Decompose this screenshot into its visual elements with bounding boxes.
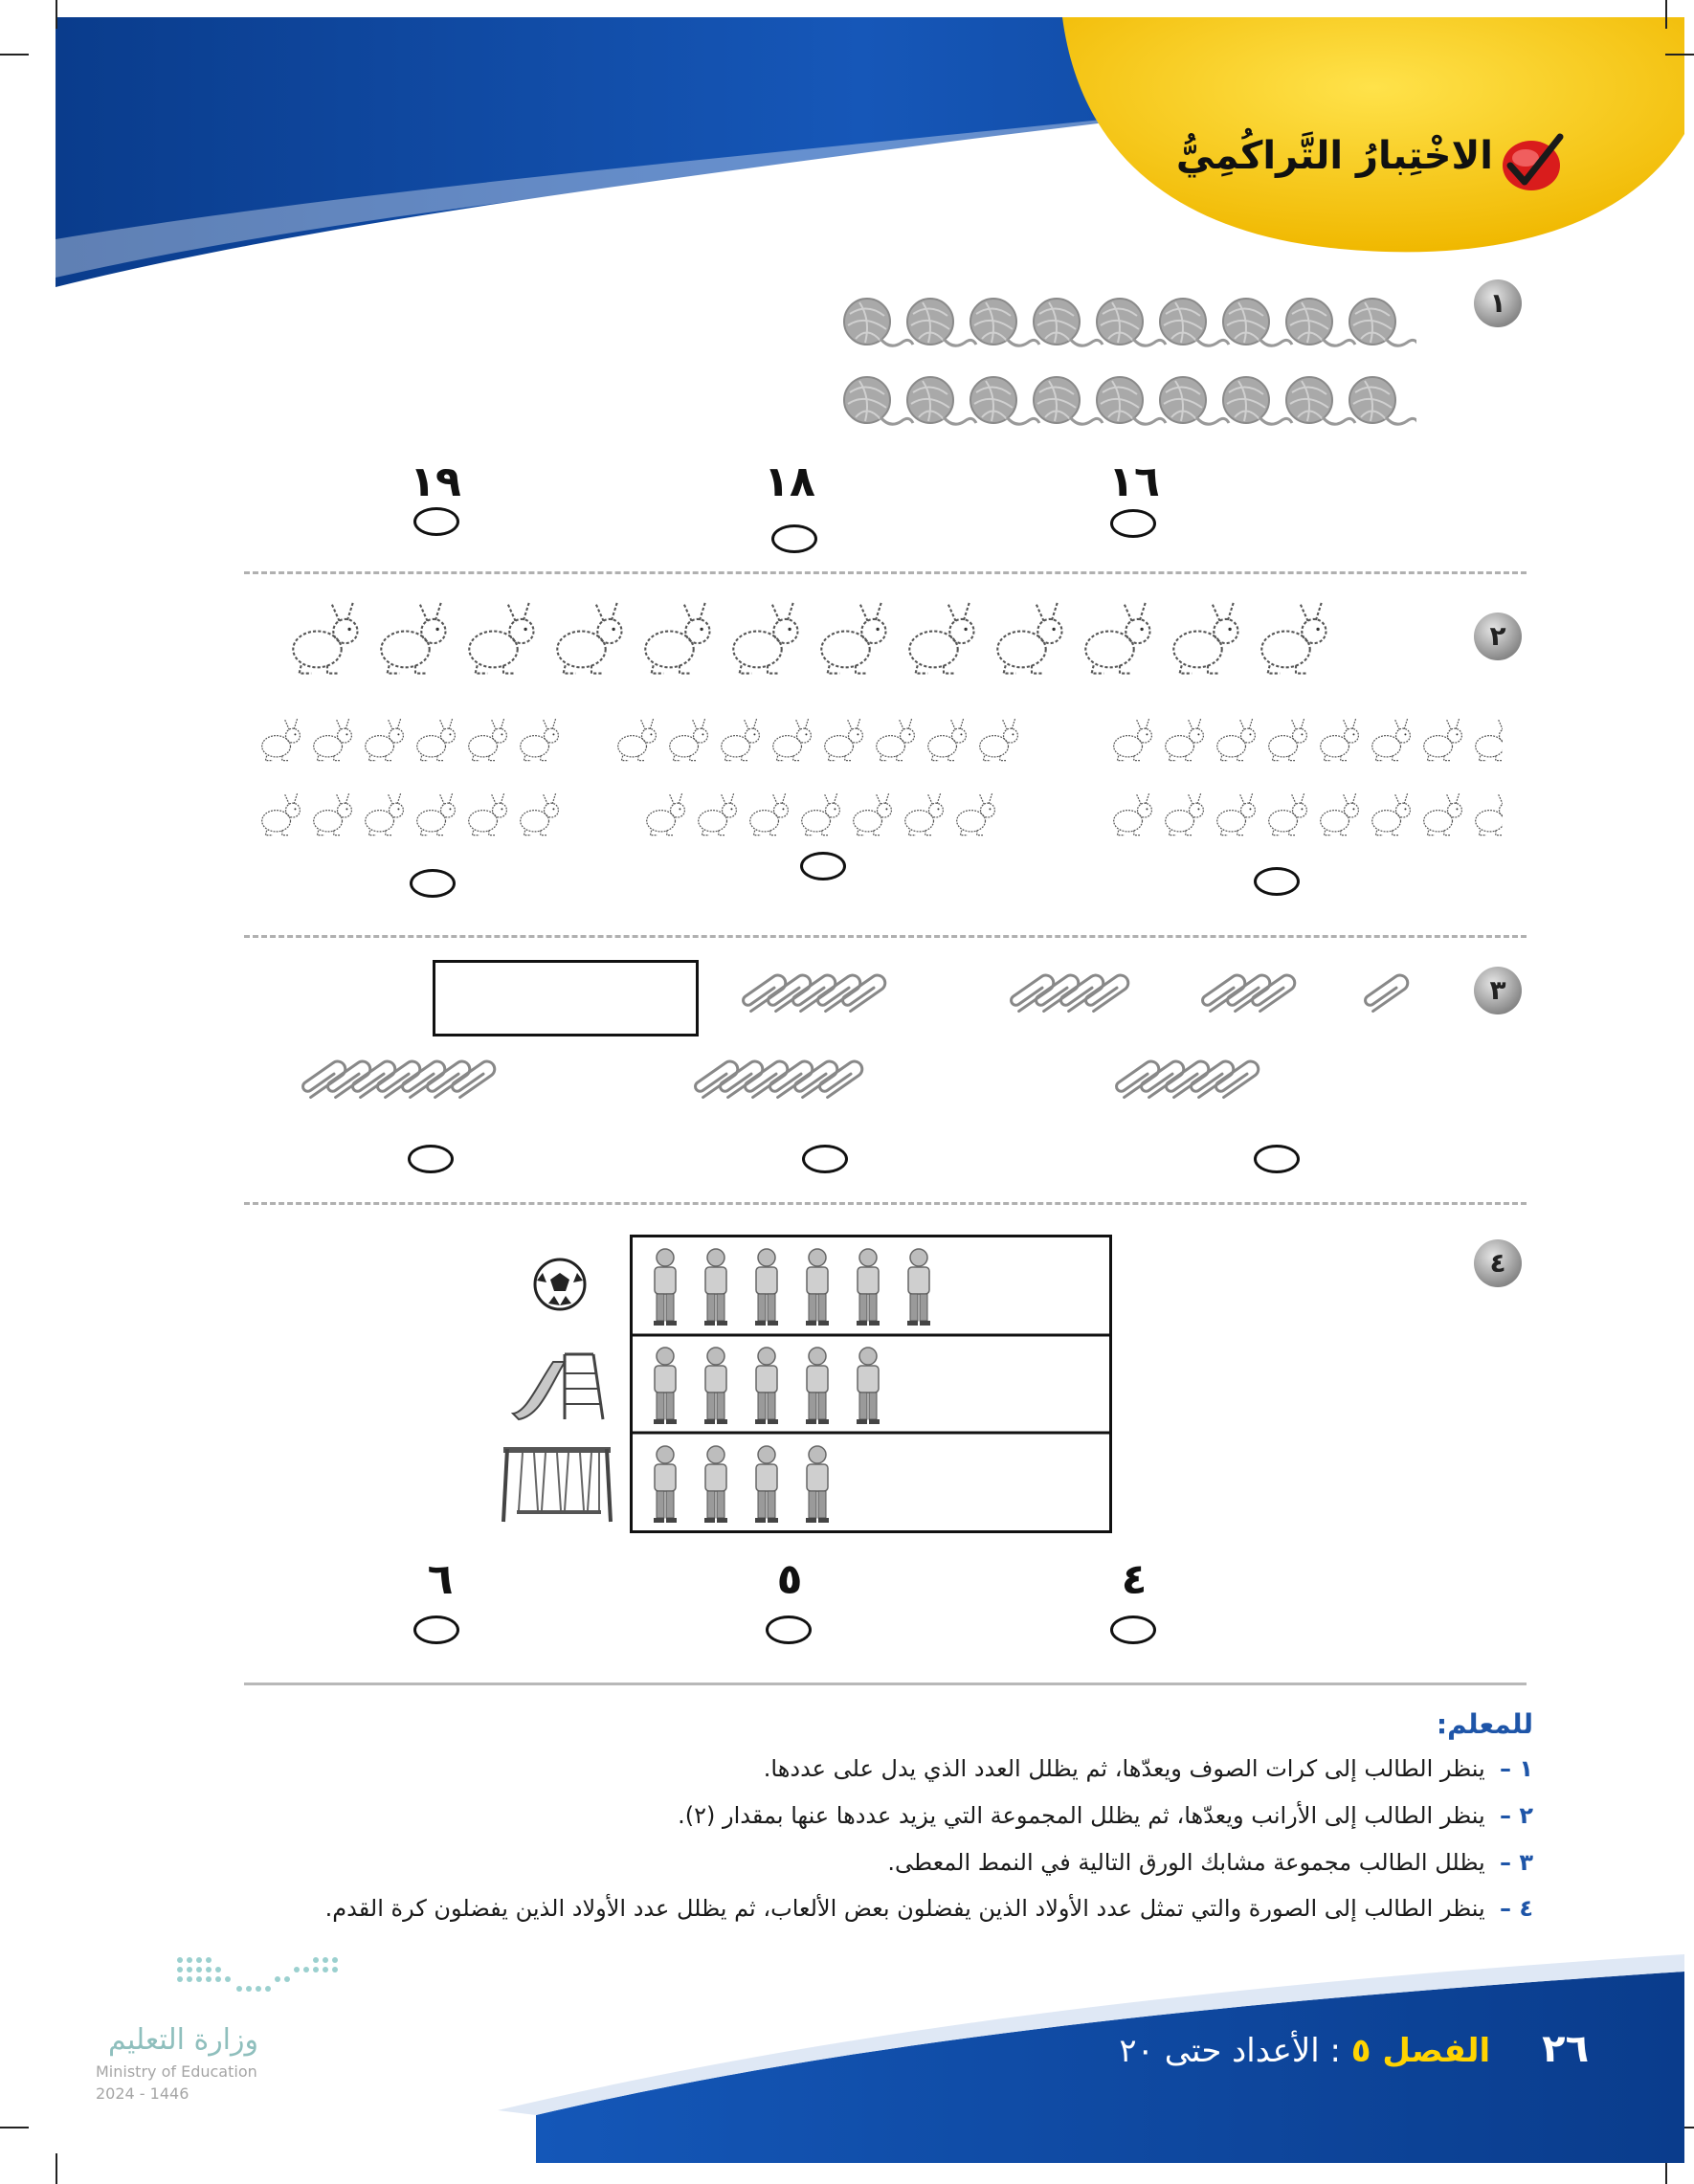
rabbit-icon [647, 792, 685, 836]
q4-option-label: ٥ [776, 1555, 803, 1604]
q4-answer-bubble[interactable] [766, 1616, 812, 1644]
rabbit-icon [262, 792, 301, 836]
rabbit-icon [521, 792, 559, 836]
yarn-balls-group [823, 278, 1416, 450]
rabbit-icon [802, 792, 840, 836]
yarn-ball-icon [970, 377, 1039, 424]
page-title: الاخْتِبارُ التَّراكُمِيُّ [1175, 134, 1493, 178]
teacher-notes-title: للمعلم: [1436, 1708, 1533, 1740]
q1-answer-bubble[interactable] [1110, 509, 1156, 538]
boys-chart [630, 1235, 1112, 1533]
rabbit-icon [262, 718, 301, 761]
rabbit-icon [645, 601, 709, 674]
paper-clip-icon [1364, 972, 1411, 1012]
rabbit-icon [314, 792, 352, 836]
q1-answer-bubble[interactable] [413, 507, 459, 536]
yarn-ball-icon [1160, 377, 1229, 424]
q3-answer-bubble[interactable] [1254, 1145, 1300, 1173]
q2-answer-bubble[interactable] [1254, 867, 1300, 896]
rabbit-icon [821, 601, 885, 674]
q3-answer-bubble[interactable] [408, 1145, 454, 1173]
question-number-4: ٤ [1474, 1239, 1522, 1287]
notes-divider [244, 1683, 1527, 1685]
note-number: ٢ – [1499, 1802, 1533, 1829]
yarn-ball-icon [844, 299, 913, 345]
rabbit-icon [469, 792, 507, 836]
q4-option-label: ٤ [1121, 1555, 1148, 1604]
yarn-ball-icon [1223, 299, 1292, 345]
rabbit-icon [366, 792, 404, 836]
rabbit-icon [1476, 792, 1503, 836]
chapter-title: : الأعداد حتى ٢٠ [1119, 2032, 1341, 2070]
crop-mark [56, 0, 57, 29]
q2-answer-bubble[interactable] [410, 869, 456, 898]
section-divider [244, 1202, 1527, 1205]
rabbit-icon [997, 601, 1061, 674]
rabbit-icon [699, 792, 737, 836]
note-number: ٣ – [1499, 1849, 1533, 1876]
rabbit-icon [750, 792, 789, 836]
yarn-ball-icon [844, 377, 913, 424]
rabbit-icon [1372, 718, 1411, 761]
rabbit-icon [773, 718, 812, 761]
checkmark-icon [1493, 129, 1570, 196]
rabbit-icon [314, 718, 352, 761]
yarn-ball-icon [1349, 377, 1416, 424]
paper-clips-group [287, 967, 1436, 1139]
rabbit-icon [1424, 792, 1462, 836]
rabbit-icon [1269, 718, 1307, 761]
section-divider [244, 935, 1527, 938]
crop-mark [1665, 54, 1694, 56]
rabbit-icon [980, 718, 1018, 761]
q2-answer-bubble[interactable] [800, 852, 846, 880]
yarn-ball-icon [1097, 377, 1166, 424]
slide-icon [507, 1345, 608, 1421]
yarn-ball-icon [1160, 299, 1229, 345]
rabbit-icon [877, 718, 915, 761]
rabbit-icon [1424, 718, 1462, 761]
note-text: ينظر الطالب إلى كرات الصوف ويعدّها، ثم يظلل العدد الذي يدل على عددها. [763, 1755, 1485, 1782]
note-text: ينظر الطالب إلى الصورة والتي تمثل عدد الأولاد الذين يفضلون بعض الألعاب، ثم يظلل عدد الأولاد الذين يفضلون كرة القدم. [324, 1895, 1485, 1922]
rabbit-icon [521, 718, 559, 761]
soccer-ball-icon [531, 1256, 589, 1313]
q3-answer-bubble[interactable] [802, 1145, 848, 1173]
teacher-note [325, 1895, 1533, 1922]
ministry-year: 2024 - 1446 [96, 2084, 189, 2103]
rabbit-icon [1321, 718, 1359, 761]
yarn-ball-icon [907, 299, 976, 345]
swing-set-icon [500, 1443, 614, 1525]
q1-answer-bubble[interactable] [771, 524, 817, 553]
rabbit-icon [1261, 601, 1326, 674]
rabbit-icon [928, 718, 967, 761]
rabbit-icon [1321, 792, 1359, 836]
yarn-ball-icon [1034, 377, 1103, 424]
question-number-1: ١ [1474, 279, 1522, 327]
rabbit-icon [670, 718, 708, 761]
question-number-2: ٢ [1474, 613, 1522, 660]
q4-option-label: ٦ [427, 1555, 454, 1604]
yarn-ball-icon [1223, 377, 1292, 424]
rabbit-icon [957, 792, 995, 836]
rabbit-icon [1166, 792, 1204, 836]
yarn-ball-icon [1286, 299, 1355, 345]
yarn-ball-icon [970, 299, 1039, 345]
q1-option-label: ١٩ [410, 457, 461, 506]
rabbit-icon [381, 601, 445, 674]
note-text: يظلل الطالب مجموعة مشابك الورق التالية في النمط المعطى. [887, 1849, 1485, 1876]
q1-option-label: ١٦ [1108, 457, 1160, 506]
teacher-note [764, 1755, 1533, 1782]
q4-answer-bubble[interactable] [1110, 1616, 1156, 1644]
yarn-ball-icon [1349, 299, 1416, 345]
yarn-ball-icon [1097, 299, 1166, 345]
ministry-logo [172, 1952, 345, 2010]
rabbit-icon [557, 601, 621, 674]
rabbit-icon [854, 792, 892, 836]
rabbit-icon [1372, 792, 1411, 836]
rabbit-icon [366, 718, 404, 761]
crop-mark [0, 54, 29, 56]
rabbit-icon [1114, 718, 1152, 761]
rabbit-icon [469, 718, 507, 761]
teacher-note [887, 1849, 1533, 1876]
ministry-name-en: Ministry of Education [96, 2062, 257, 2081]
rabbit-icon [469, 601, 533, 674]
rabbit-icon [909, 601, 973, 674]
rabbit-icon [722, 718, 760, 761]
crop-mark [1665, 0, 1667, 29]
rabbit-icon [733, 601, 797, 674]
rabbit-icon [293, 601, 357, 674]
q1-option-label: ١٨ [764, 457, 815, 506]
ministry-name-ar: وزارة التعليم [107, 2023, 258, 2057]
rabbit-icon [1269, 792, 1307, 836]
yarn-ball-icon [1286, 377, 1355, 424]
page-number: ٢٦ [1542, 2027, 1589, 2071]
rabbit-icon [825, 718, 863, 761]
rabbit-icon [1085, 601, 1149, 674]
question-number-3: ٣ [1474, 967, 1522, 1014]
rabbit-icon [417, 792, 456, 836]
note-text: ينظر الطالب إلى الأرانب ويعدّها، ثم يظلل المجموعة التي يزيد عددها عنها بمقدار (٢). [678, 1802, 1485, 1829]
note-number: ١ – [1499, 1755, 1533, 1782]
rabbits-group [239, 574, 1503, 852]
note-number: ٤ – [1499, 1895, 1533, 1922]
rabbit-icon [905, 792, 944, 836]
rabbit-icon [1476, 718, 1503, 761]
chapter-label: الفصل ٥ [1350, 2032, 1491, 2070]
q4-answer-bubble[interactable] [413, 1616, 459, 1644]
rabbit-icon [1166, 718, 1204, 761]
yarn-ball-icon [907, 377, 976, 424]
teacher-note [678, 1802, 1533, 1829]
rabbit-icon [1217, 792, 1256, 836]
rabbit-icon [417, 718, 456, 761]
rabbit-icon [1217, 718, 1256, 761]
rabbit-icon [618, 718, 657, 761]
yarn-ball-icon [1034, 299, 1103, 345]
rabbit-icon [1114, 792, 1152, 836]
rabbit-icon [1173, 601, 1237, 674]
footer-text [976, 2027, 1589, 2071]
